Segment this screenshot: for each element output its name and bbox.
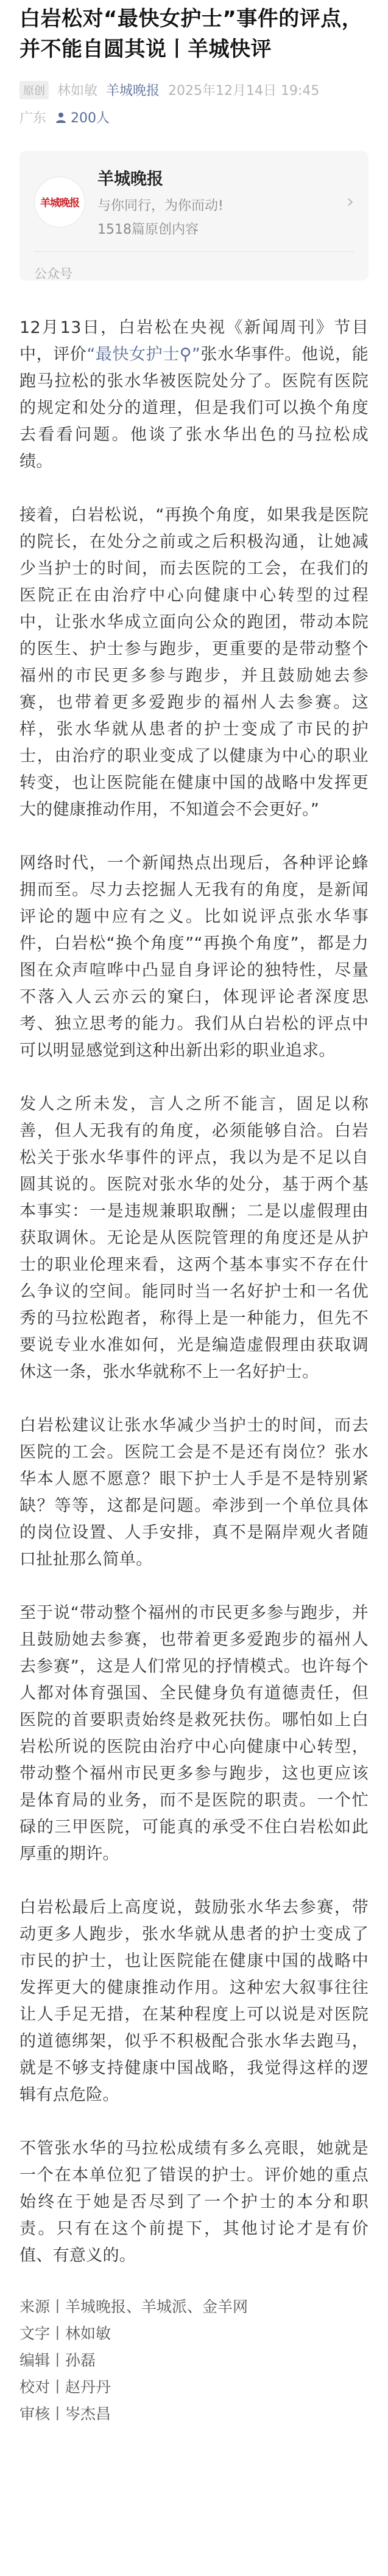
- location-label: 广东: [19, 111, 47, 126]
- paragraph-2: 接着，白岩松说，“再换个角度，如果我是医院的院长，在处分之前或之后积极沟通，让她减少当护士的时间，而去医院的工会，在我们的医院正在由治疗中心向健康中心转型的过程中，让张水华成立面向公众的跑团，带动本院的医生、护士参与跑步，更重要的是带动整个福州的市民更多参与跑步，并且鼓励她去参赛，也带着更多爱跑步的福州人去参赛。这样，张水华就从患者的护士变成了市民的护士，由治疗的职业变成了以健康为中心的职业转变，也让医院能在健康中国的战略中发挥更大的健康推动作用，不知道会不会更好。”: [19, 506, 369, 819]
- article-title: 白岩松对“最快女护士”事件的评点，并不能自圆其说丨羊城快评: [19, 7, 363, 61]
- profile-type: 公众号: [34, 251, 354, 282]
- paragraph-1: [19, 315, 369, 475]
- article-meta: [19, 80, 369, 99]
- credit-proof: 校对丨赵丹丹: [19, 2378, 111, 2396]
- credit-review: 审核丨岑杰昌: [19, 2405, 111, 2423]
- credit-edit: 编辑丨孙磊: [19, 2351, 96, 2369]
- paragraph-1-text: 12月13日，白岩松在央视《新闻周刊》节目中，评价: [19, 318, 369, 364]
- profile-article-count: 1518篇原创内容: [97, 222, 199, 237]
- credit-source: 来源丨羊城晚报、羊城派、金羊网: [19, 2298, 249, 2316]
- person-icon: [55, 111, 67, 124]
- article-meta-secondary: [19, 108, 369, 127]
- chevron-right-icon: ›: [347, 191, 354, 212]
- paragraph-6: 至于说“带动整个福州的市民更多参与跑步，并且鼓励她去参赛，也带着更多爱跑步的福州人去参赛”，这是人们常见的抒情模式。也许每个人都对体育强国、全民健身负有道德责任，但医院的首要职责始终是救死扶伤。哪怕如上白岩松所说的医院由治疗中心向健康中心转型，带动整个福州市民更多参与跑步，这也更应该是体育局的业务，而不是医院的职责。一个忙碌的三甲医院，可能真的承受不住白岩松如此厚重的期许。: [19, 1604, 369, 1863]
- publish-time: 2025年12月14日 19:45: [168, 83, 320, 99]
- author-name: 林如敏: [57, 83, 98, 99]
- profile-description: 与你同行，为你而动!: [97, 198, 224, 214]
- reads-link[interactable]: [55, 108, 110, 127]
- profile-name: 羊城晚报: [97, 170, 163, 189]
- paragraph-3: 网络时代，一个新闻热点出现后，各种评论蜂拥而至。尽力去挖掘人无我有的角度，是新闻评论的题中应有之义。比如说评点张水华事件，白岩松“换个角度”“再换个角度”，都是力图在众声喧哗中凸显自身评论的独特性，尽量不落入人云亦云的窠臼，体现评论者深度思考、独立思考的能力。我们从白岩松的评点中可以明显感觉到这种出新出彩的职业追求。: [19, 854, 369, 1060]
- account-link[interactable]: 羊城晚报: [106, 83, 160, 99]
- search-keyword-link[interactable]: “最快女护士⚲”: [86, 345, 201, 364]
- paragraph-4: 发人之所未发，言人之所不能言，固足以称善，但人无我有的角度，必须能够自洽。白岩松关于张水华事件的评点，我以为是不足以自圆其说的。医院对张水华的处分，基于两个基本事实：一是违规兼职取酬；二是以虚假理由获取调休。无论是从医院管理的角度还是从护士的职业伦理来看，这两个基本事实不存在什么争议的空间。能同时当一名好护士和一名优秀的马拉松跑者，称得上是一种能力，但先不要说专业水准如何，光是编造虚假理由获取调休这一条，张水华就称不上一名好护士。: [19, 1095, 369, 1381]
- paragraph-7: 白岩松最后上高度说，鼓励张水华去参赛，带动更多人跑步，张水华就从患者的护士变成了市民的护士，也让医院能在健康中国的战略中发挥更大的健康推动作用。这种宏大叙事往往让人手足无措，在某种程度上可以说是对医院的道德绑架，似乎不积极配合张水华去跑马，就是不够支持健康中国战略，我觉得这样的逻辑有点危险。: [19, 1898, 369, 2104]
- account-avatar: 羊城晚报: [34, 176, 85, 228]
- account-profile-card[interactable]: [19, 151, 369, 281]
- original-tag: 原创: [19, 81, 49, 99]
- article-credits: [19, 2294, 369, 2428]
- paragraph-1-text-cont: 张水华事件。他说，能跑马拉松的张水华被医院处分了。医院有医院的规定和处分的道理，但是我们可以换个角度去看看问题。他谈了张水华出色的马拉松成绩。: [19, 345, 369, 471]
- paragraph-5: 白岩松建议让张水华减少当护士的时间，而去医院的工会。医院工会是不是还有岗位？张水华本人愿不愿意？眼下护士人手是不是特别紧缺？等等，这都是问题。牵涉到一个单位具体的岗位设置、人手安排，真不是隔岸观火者随口扯扯那么简单。: [19, 1416, 369, 1569]
- reads-count: 200人: [71, 111, 110, 126]
- article-body: [19, 315, 369, 2269]
- credit-text: 文字丨林如敏: [19, 2325, 111, 2342]
- paragraph-8: 不管张水华的马拉松成绩有多么亮眼，她就是一个在本单位犯了错误的护士。评价她的重点始终在于她是否尽到了一个护士的本分和职责。只有在这个前提下，其他讨论才是有价值、有意义的。: [19, 2139, 369, 2265]
